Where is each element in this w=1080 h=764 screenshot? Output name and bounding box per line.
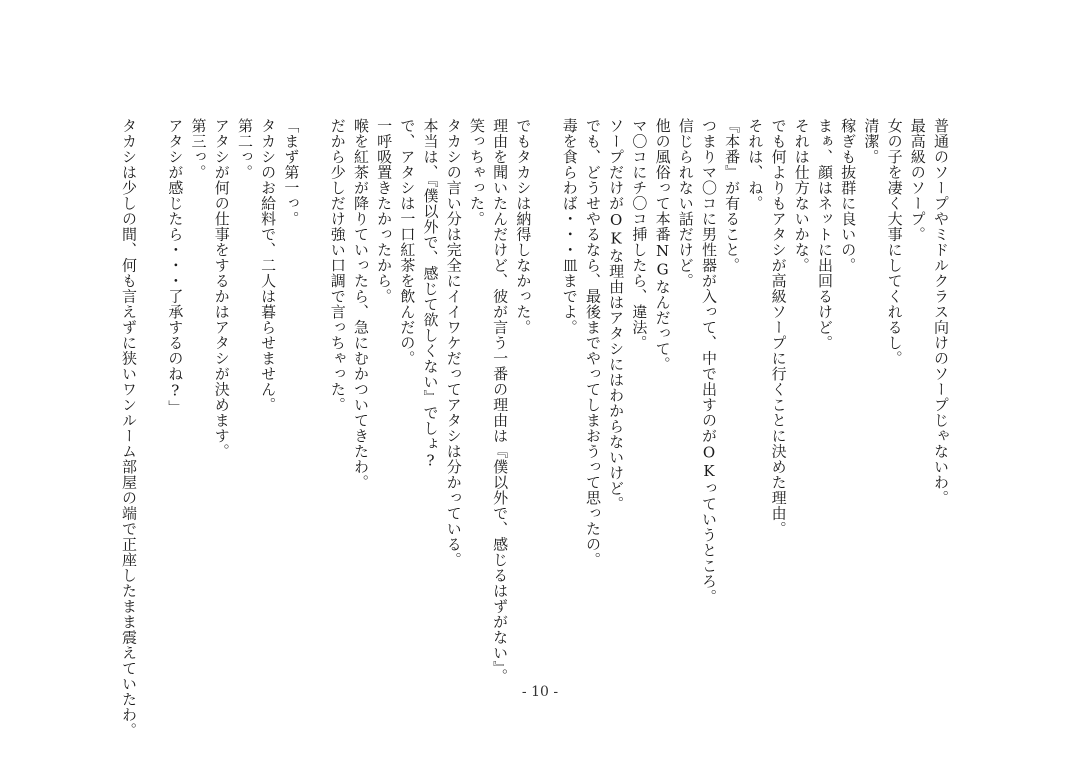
text-line: 理由を聞いたんだけど、彼が言う一番の理由は『僕以外で、感じるはずがない』。 (491, 118, 510, 684)
text-line: でも何よりもアタシが高級ソープに行くことに決めた理由。 (769, 118, 788, 537)
text-line: タカシの言い分は完全にイイワケだってアタシは分かっている。 (444, 118, 463, 568)
text-line: 一呼吸置きたかったから。 (375, 118, 394, 304)
text-line: で、アタシは一口紅茶を飲んだの。 (398, 118, 417, 366)
text-line: マ〇コにチ〇コ挿したら、違法。 (630, 118, 649, 351)
paragraph-gap (140, 118, 163, 663)
text-line: 稼ぎも抜群に良いの。 (839, 118, 858, 273)
text-line: だから少しだけ強い口調で言っちゃった。 (328, 118, 347, 413)
text-line: タカシのお給料で、二人は暮らせません。 (259, 118, 278, 413)
text-line: でも、どうせやるなら、最後までやってしまおうって思ったの。 (583, 118, 602, 568)
text-line: 第三っ。 (189, 118, 208, 180)
text-line: 「まず第一っ。 (282, 118, 301, 227)
text-line: 第二っ。 (235, 118, 254, 180)
text-line: 信じられない話だけど。 (676, 118, 695, 289)
paragraph-gap (534, 118, 557, 663)
text-line: 『本番』が有ること。 (723, 118, 742, 273)
text-line: ソープだけがOKな理由はアタシにはわからないけど。 (607, 118, 626, 512)
text-line: でもタカシは納得しなかった。 (514, 118, 533, 335)
text-line: タカシは少しの間、何も言えずに狭いワンルーム部屋の端で正座したまま震えていたわ。 (119, 118, 138, 738)
paragraph-gap (302, 118, 325, 663)
text-line: アタシが感じたら・・・了承するのね?」 (166, 118, 185, 416)
text-line: 他の風俗って本番NGなんだって。 (653, 118, 672, 372)
text-line: 本当は、『僕以外で、感じて欲しくない』でしょ? (421, 118, 440, 470)
page-number: - 10 - (521, 684, 559, 700)
text-line: それは仕方ないかな。 (792, 118, 811, 273)
text-line: 喉を紅茶が降りていったら、急にむかついてきたわ。 (351, 118, 370, 490)
text-line: 最高級のソープ。 (908, 118, 927, 242)
text-line: つまりマ〇コに男性器が入って、中で出すのがOKっていうところ。 (699, 118, 718, 605)
text-line: 毒を食らわば・・・皿までよ。 (560, 118, 579, 335)
text-line: アタシが何の仕事をするかはアタシが決めます。 (212, 118, 231, 459)
text-line: それは、ね。 (746, 118, 765, 211)
text-line: 普通のソープやミドルクラス向けのソープじゃないわ。 (932, 118, 950, 506)
text-line: 女の子を凄く大事にしてくれるし。 (885, 118, 904, 366)
text-line: 清潔。 (862, 118, 881, 165)
text-line: まぁ、顔はネットに出回るけど。 (815, 118, 834, 351)
text-line: 笑っちゃった。 (467, 118, 486, 227)
